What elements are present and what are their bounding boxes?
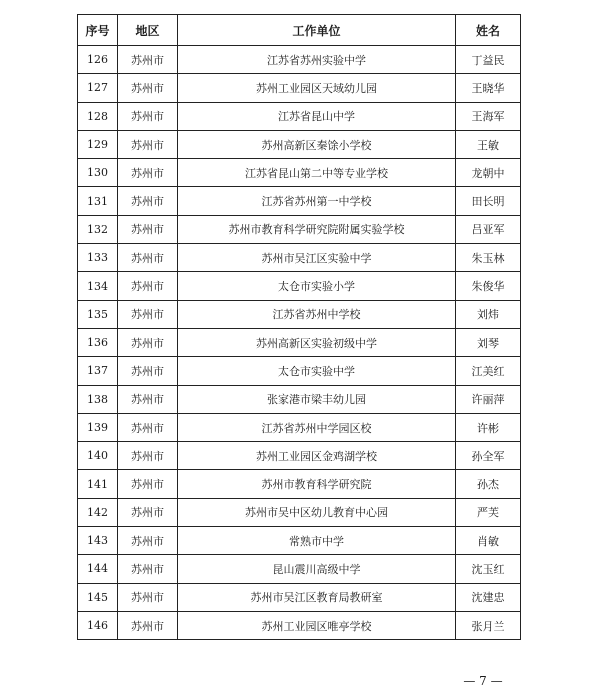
cell-serial-number: 131 bbox=[78, 187, 118, 215]
cell-name: 沈建忠 bbox=[456, 583, 521, 611]
table-row bbox=[78, 244, 521, 272]
cell-serial-number: 127 bbox=[78, 74, 118, 102]
cell-work-unit: 苏州工业园区唯亭学校 bbox=[178, 611, 456, 639]
cell-work-unit: 江苏省苏州实验中学 bbox=[178, 46, 456, 74]
cell-region: 苏州市 bbox=[118, 442, 178, 470]
table-row bbox=[78, 555, 521, 583]
cell-serial-number: 145 bbox=[78, 583, 118, 611]
cell-region: 苏州市 bbox=[118, 74, 178, 102]
cell-name: 孙杰 bbox=[456, 470, 521, 498]
cell-region: 苏州市 bbox=[118, 300, 178, 328]
cell-region: 苏州市 bbox=[118, 527, 178, 555]
cell-work-unit: 常熟市中学 bbox=[178, 527, 456, 555]
table-row bbox=[78, 527, 521, 555]
cell-name: 孙全军 bbox=[456, 442, 521, 470]
table-row bbox=[78, 215, 521, 243]
table-row bbox=[78, 272, 521, 300]
table-row bbox=[78, 583, 521, 611]
cell-serial-number: 126 bbox=[78, 46, 118, 74]
header-name: 姓名 bbox=[456, 15, 521, 46]
table-row bbox=[78, 413, 521, 441]
cell-name: 江美红 bbox=[456, 357, 521, 385]
cell-name: 张月兰 bbox=[456, 611, 521, 639]
cell-serial-number: 137 bbox=[78, 357, 118, 385]
cell-work-unit: 苏州市吴江区教育局教研室 bbox=[178, 583, 456, 611]
cell-serial-number: 146 bbox=[78, 611, 118, 639]
cell-work-unit: 昆山震川高级中学 bbox=[178, 555, 456, 583]
cell-serial-number: 134 bbox=[78, 272, 118, 300]
cell-name: 刘琴 bbox=[456, 328, 521, 356]
cell-serial-number: 130 bbox=[78, 159, 118, 187]
cell-serial-number: 144 bbox=[78, 555, 118, 583]
cell-work-unit: 江苏省昆山第二中等专业学校 bbox=[178, 159, 456, 187]
cell-serial-number: 143 bbox=[78, 527, 118, 555]
cell-work-unit: 江苏省苏州中学园区校 bbox=[178, 413, 456, 441]
cell-name: 丁益民 bbox=[456, 46, 521, 74]
cell-region: 苏州市 bbox=[118, 215, 178, 243]
table-row bbox=[78, 74, 521, 102]
cell-name: 王敏 bbox=[456, 130, 521, 158]
cell-name: 朱俊华 bbox=[456, 272, 521, 300]
page-number: — 7 — bbox=[463, 674, 503, 688]
cell-serial-number: 133 bbox=[78, 244, 118, 272]
cell-name: 王晓华 bbox=[456, 74, 521, 102]
table-row bbox=[78, 130, 521, 158]
cell-serial-number: 128 bbox=[78, 102, 118, 130]
table-row bbox=[78, 442, 521, 470]
cell-name: 沈玉红 bbox=[456, 555, 521, 583]
cell-work-unit: 苏州高新区实验初级中学 bbox=[178, 328, 456, 356]
cell-region: 苏州市 bbox=[118, 583, 178, 611]
cell-region: 苏州市 bbox=[118, 46, 178, 74]
cell-work-unit: 苏州工业园区金鸡湖学校 bbox=[178, 442, 456, 470]
cell-name: 龙朝中 bbox=[456, 159, 521, 187]
cell-work-unit: 张家港市梁丰幼儿园 bbox=[178, 385, 456, 413]
cell-serial-number: 129 bbox=[78, 130, 118, 158]
cell-name: 肖敏 bbox=[456, 527, 521, 555]
table-header-row bbox=[78, 15, 521, 46]
cell-region: 苏州市 bbox=[118, 498, 178, 526]
cell-region: 苏州市 bbox=[118, 555, 178, 583]
cell-name: 田长明 bbox=[456, 187, 521, 215]
cell-region: 苏州市 bbox=[118, 413, 178, 441]
table-row bbox=[78, 102, 521, 130]
cell-work-unit: 江苏省苏州第一中学校 bbox=[178, 187, 456, 215]
cell-work-unit: 苏州市教育科学研究院附属实验学校 bbox=[178, 215, 456, 243]
cell-region: 苏州市 bbox=[118, 470, 178, 498]
cell-serial-number: 140 bbox=[78, 442, 118, 470]
cell-name: 朱玉林 bbox=[456, 244, 521, 272]
table-row bbox=[78, 357, 521, 385]
cell-name: 严芙 bbox=[456, 498, 521, 526]
cell-region: 苏州市 bbox=[118, 102, 178, 130]
cell-region: 苏州市 bbox=[118, 159, 178, 187]
cell-region: 苏州市 bbox=[118, 385, 178, 413]
cell-serial-number: 141 bbox=[78, 470, 118, 498]
table-row bbox=[78, 159, 521, 187]
table-row bbox=[78, 187, 521, 215]
cell-region: 苏州市 bbox=[118, 357, 178, 385]
cell-work-unit: 太仓市实验小学 bbox=[178, 272, 456, 300]
table-row bbox=[78, 498, 521, 526]
cell-work-unit: 苏州市吴江区实验中学 bbox=[178, 244, 456, 272]
cell-name: 许丽萍 bbox=[456, 385, 521, 413]
cell-work-unit: 江苏省苏州中学校 bbox=[178, 300, 456, 328]
header-work-unit: 工作单位 bbox=[178, 15, 456, 46]
cell-region: 苏州市 bbox=[118, 611, 178, 639]
header-region: 地区 bbox=[118, 15, 178, 46]
table-row bbox=[78, 470, 521, 498]
cell-serial-number: 138 bbox=[78, 385, 118, 413]
cell-serial-number: 136 bbox=[78, 328, 118, 356]
cell-name: 刘炜 bbox=[456, 300, 521, 328]
table-row bbox=[78, 385, 521, 413]
cell-region: 苏州市 bbox=[118, 187, 178, 215]
table-row bbox=[78, 300, 521, 328]
cell-region: 苏州市 bbox=[118, 272, 178, 300]
cell-work-unit: 太仓市实验中学 bbox=[178, 357, 456, 385]
cell-region: 苏州市 bbox=[118, 244, 178, 272]
cell-name: 许彬 bbox=[456, 413, 521, 441]
cell-serial-number: 142 bbox=[78, 498, 118, 526]
cell-work-unit: 苏州市教育科学研究院 bbox=[178, 470, 456, 498]
table-row bbox=[78, 46, 521, 74]
cell-region: 苏州市 bbox=[118, 328, 178, 356]
table-row bbox=[78, 611, 521, 639]
cell-name: 王海军 bbox=[456, 102, 521, 130]
cell-serial-number: 132 bbox=[78, 215, 118, 243]
cell-region: 苏州市 bbox=[118, 130, 178, 158]
cell-work-unit: 苏州市吴中区幼儿教育中心园 bbox=[178, 498, 456, 526]
roster-table bbox=[77, 14, 521, 640]
cell-work-unit: 苏州高新区秦馀小学校 bbox=[178, 130, 456, 158]
cell-serial-number: 135 bbox=[78, 300, 118, 328]
cell-work-unit: 江苏省昆山中学 bbox=[178, 102, 456, 130]
cell-work-unit: 苏州工业园区天域幼儿园 bbox=[178, 74, 456, 102]
header-serial-number: 序号 bbox=[78, 15, 118, 46]
cell-name: 吕亚军 bbox=[456, 215, 521, 243]
table-row bbox=[78, 328, 521, 356]
cell-serial-number: 139 bbox=[78, 413, 118, 441]
